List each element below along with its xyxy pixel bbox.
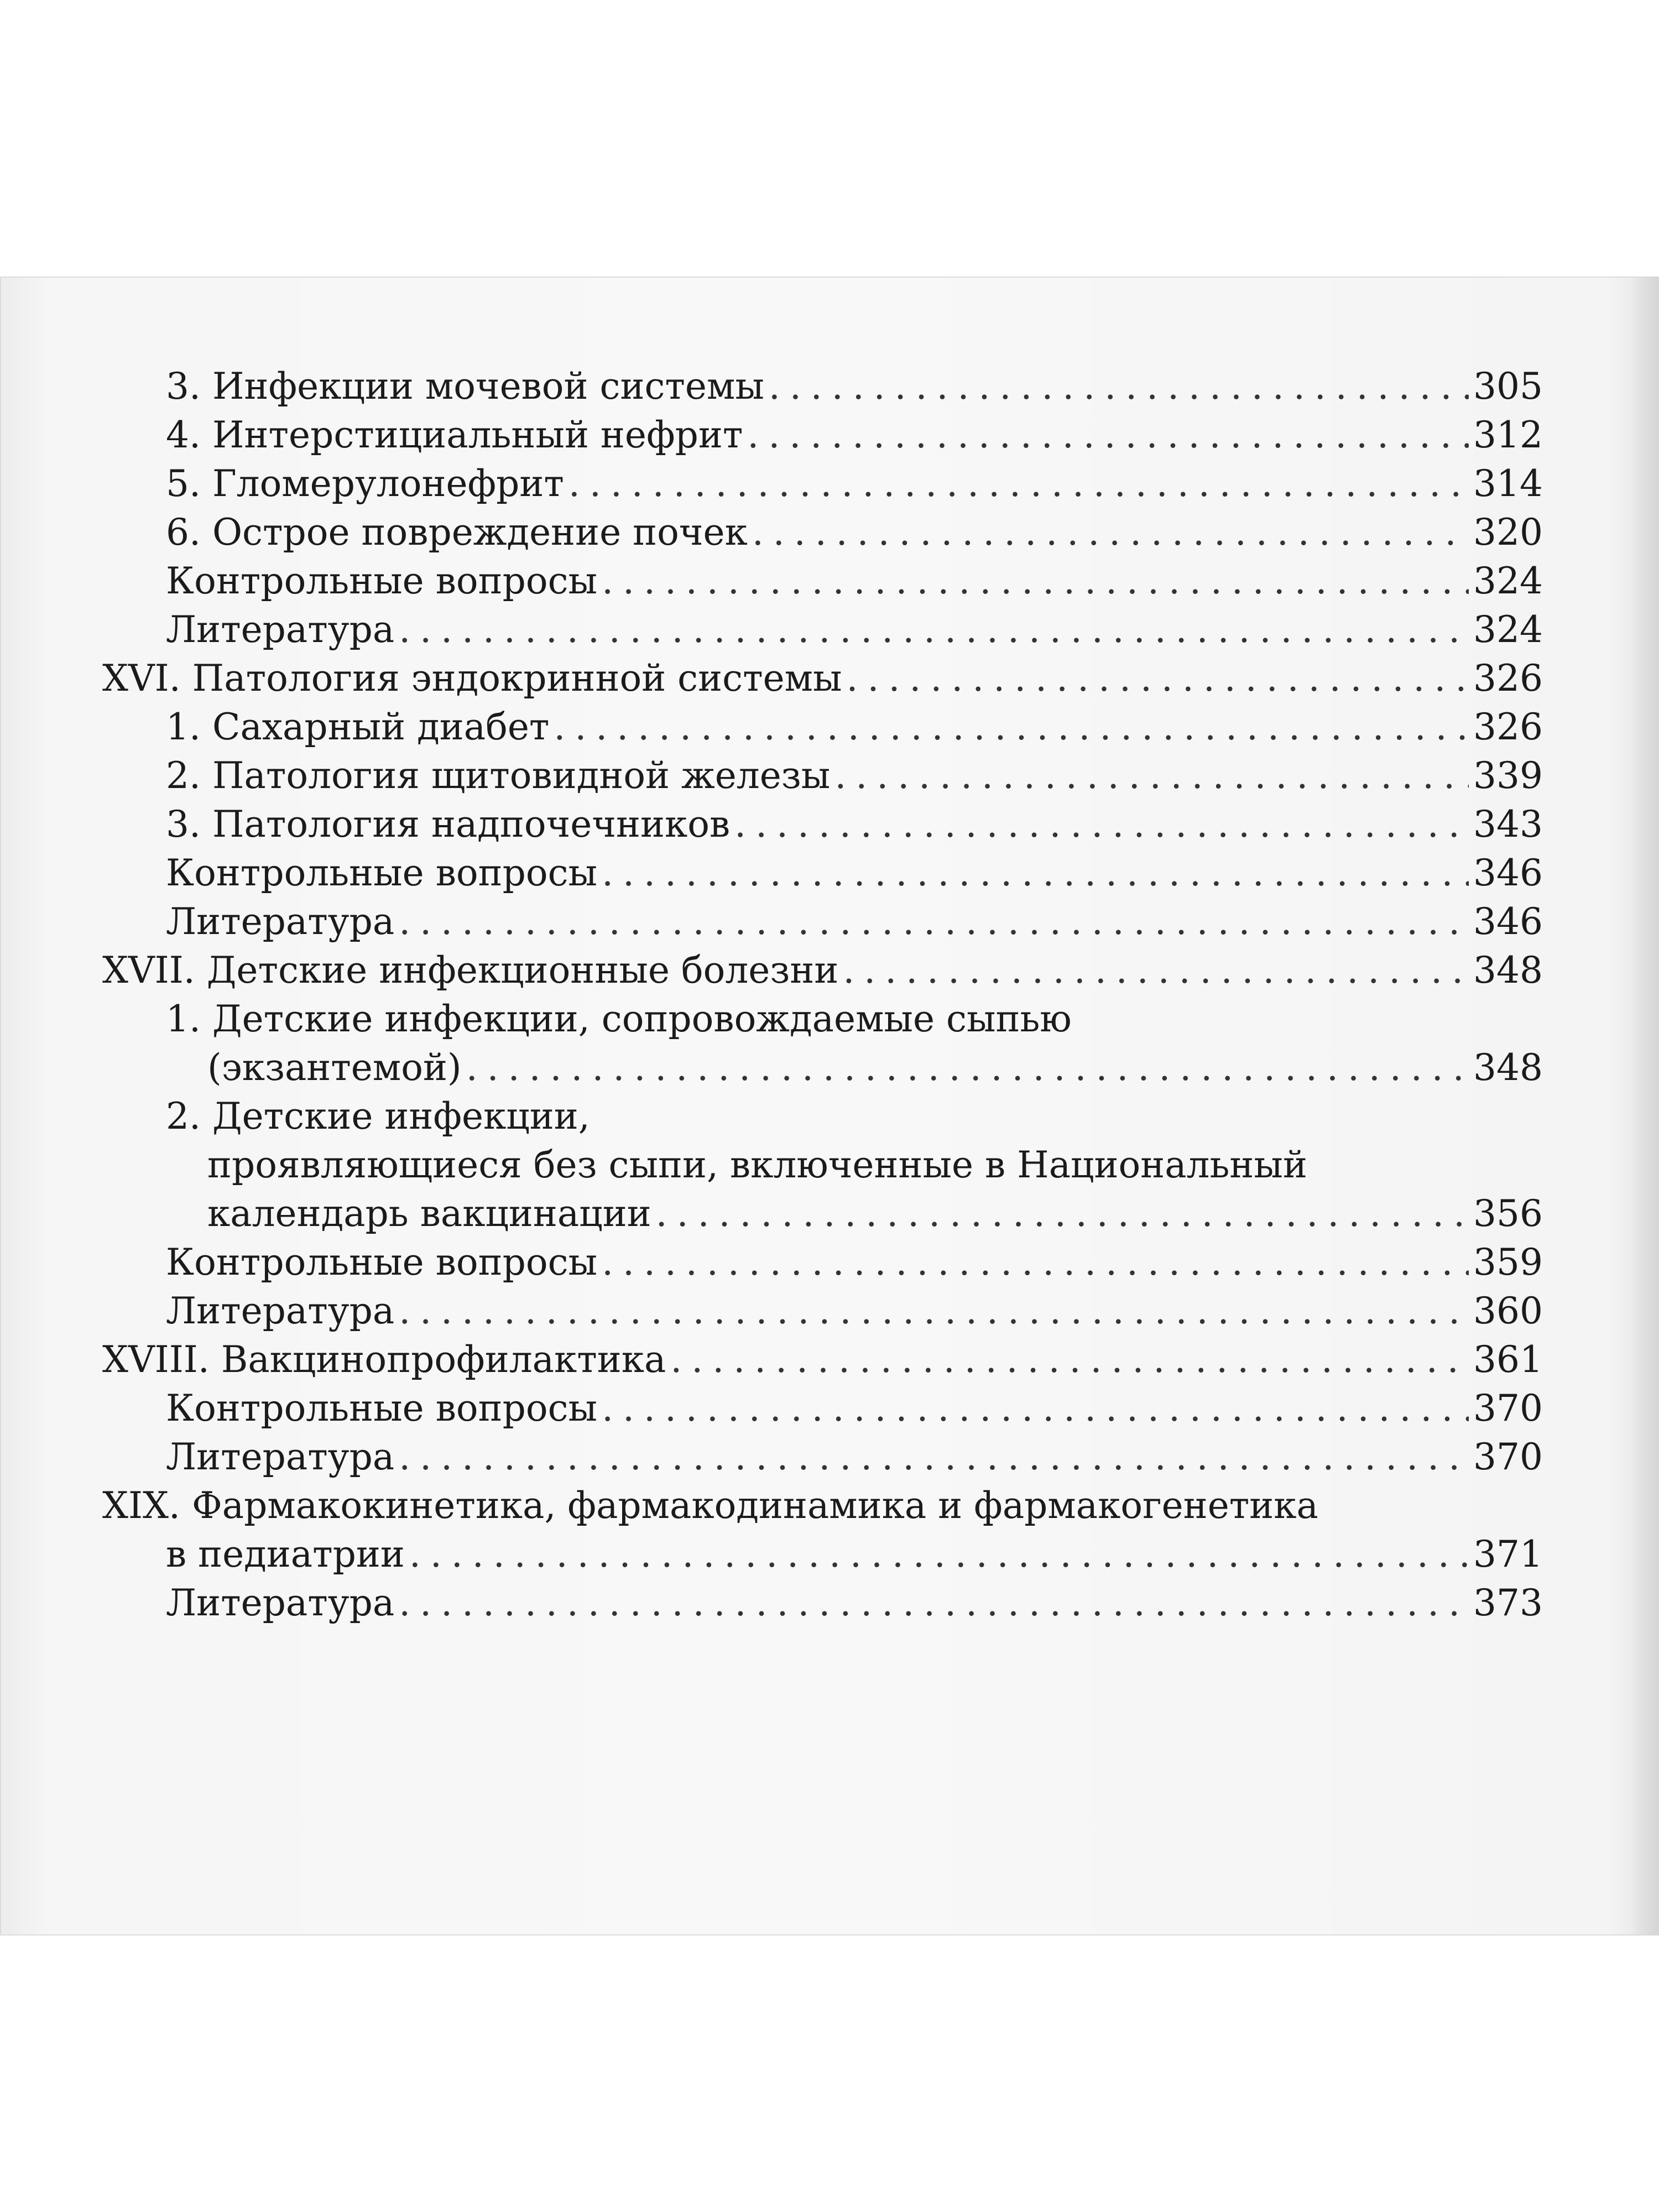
dot-leader [602,557,1469,606]
toc-entry-page: 370 [1473,1387,1543,1430]
toc-entry-page: 346 [1473,852,1543,894]
toc-entry [102,898,1543,946]
toc-entry-title: Литература [166,1436,395,1478]
dot-leader [843,946,1469,995]
toc-entry-page: 314 [1473,462,1543,505]
toc-entry-title: 2. Патология щитовидной железы [166,754,831,797]
toc-chapter-title: XVI. Патология эндокринной системы [102,657,842,700]
toc-entry-title: Литература [166,1290,395,1332]
toc-chapter-title-line: XIX. Фармакокинетика, фармакодинамика и фармакогенетика [102,1484,1318,1527]
toc-entry-page: 360 [1473,1290,1543,1332]
toc-entry-title: Литература [166,1582,395,1624]
dot-leader [399,898,1469,946]
toc-entry [102,849,1543,898]
dot-leader [399,606,1469,654]
toc-entry-page: 348 [1473,949,1543,992]
toc-chapter-title: XVIII. Вакцинопрофилактика [102,1338,666,1381]
dot-leader [670,1335,1469,1384]
dot-leader [399,1433,1469,1481]
dot-leader [466,1044,1469,1092]
toc-entry-title-line: проявляющиеся без сыпи, включенные в Национальный [207,1144,1307,1186]
toc-entry [102,362,1543,411]
toc-entry-title: 5. Гломерулонефрит [166,462,564,505]
book-page [0,276,1659,1936]
toc-chapter [102,654,1543,703]
dot-leader [734,800,1469,849]
dot-leader [399,1579,1469,1627]
toc-entry [102,752,1543,800]
toc-entry-page: 339 [1473,754,1543,797]
toc-entry-page: 356 [1473,1192,1543,1235]
toc-entry [102,606,1543,654]
dot-leader [847,654,1469,703]
toc-entry [102,1238,1543,1287]
toc-entry-page: 324 [1473,560,1543,602]
toc-chapter [102,1530,1543,1579]
toc-entry [102,460,1543,508]
toc-entry-title: Контрольные вопросы [166,1241,598,1284]
toc-entry-page: 326 [1473,706,1543,748]
dot-leader [602,1238,1469,1287]
toc-entry-page: 343 [1473,803,1543,846]
dot-leader [554,703,1469,752]
toc-entry [102,1044,1543,1092]
toc-entry-title: 3. Патология надпочечников [166,803,731,846]
toc-entry-page: 361 [1473,1338,1543,1381]
toc-entry-title: календарь вакцинации [207,1192,651,1235]
toc-entry-title: 4. Интерстициальный нефрит [166,414,743,456]
toc-chapter [102,946,1543,995]
toc-entry-title: Литература [166,900,395,943]
toc-entry-title: Контрольные вопросы [166,560,598,602]
toc-entry-title-line: 2. Детские инфекции, [166,1095,590,1138]
toc-entry-page: 370 [1473,1436,1543,1478]
toc-entry [102,411,1543,460]
dot-leader [752,508,1469,557]
toc-entry [102,557,1543,606]
dot-leader [834,752,1469,800]
dot-leader [602,849,1469,898]
dot-leader [602,1384,1469,1433]
toc-entry-title-line: 1. Детские инфекции, сопровождаемые сыпью [166,998,1072,1040]
dot-leader [399,1287,1469,1335]
toc-entry-title: 6. Острое повреждение почек [166,511,748,554]
toc-entry-title: Контрольные вопросы [166,852,598,894]
toc-entry-page: 348 [1473,1046,1543,1089]
toc-entry-page: 324 [1473,608,1543,651]
toc-entry-page: 371 [1473,1533,1543,1575]
table-of-contents [102,362,1543,1627]
toc-entry-title: 1. Сахарный диабет [166,706,550,748]
toc-entry [102,1433,1543,1481]
toc-entry-page: 305 [1473,365,1543,408]
toc-entry-page: 373 [1473,1582,1543,1624]
toc-chapter-title: в педиатрии [166,1533,405,1575]
toc-entry-page: 359 [1473,1241,1543,1284]
dot-leader [769,362,1469,411]
dot-leader [568,460,1469,508]
toc-entry-title: (экзантемой) [207,1046,462,1089]
dot-leader [656,1190,1469,1238]
toc-entry-page: 346 [1473,900,1543,943]
toc-entry-title: Литература [166,608,395,651]
dot-leader [747,411,1469,460]
toc-entry-title: Контрольные вопросы [166,1387,598,1430]
toc-chapter-title: XVII. Детские инфекционные болезни [102,949,839,992]
toc-entry [102,1384,1543,1433]
toc-entry-page: 312 [1473,414,1543,456]
toc-entry [102,1287,1543,1335]
toc-entry [102,1579,1543,1627]
dot-leader [409,1530,1469,1579]
toc-chapter [102,1335,1543,1384]
toc-entry [102,800,1543,849]
toc-entry [102,703,1543,752]
toc-entry-page: 320 [1473,511,1543,554]
toc-entry-title: 3. Инфекции мочевой системы [166,365,764,408]
toc-entry [102,1190,1543,1238]
toc-entry [102,508,1543,557]
toc-entry-page: 326 [1473,657,1543,700]
